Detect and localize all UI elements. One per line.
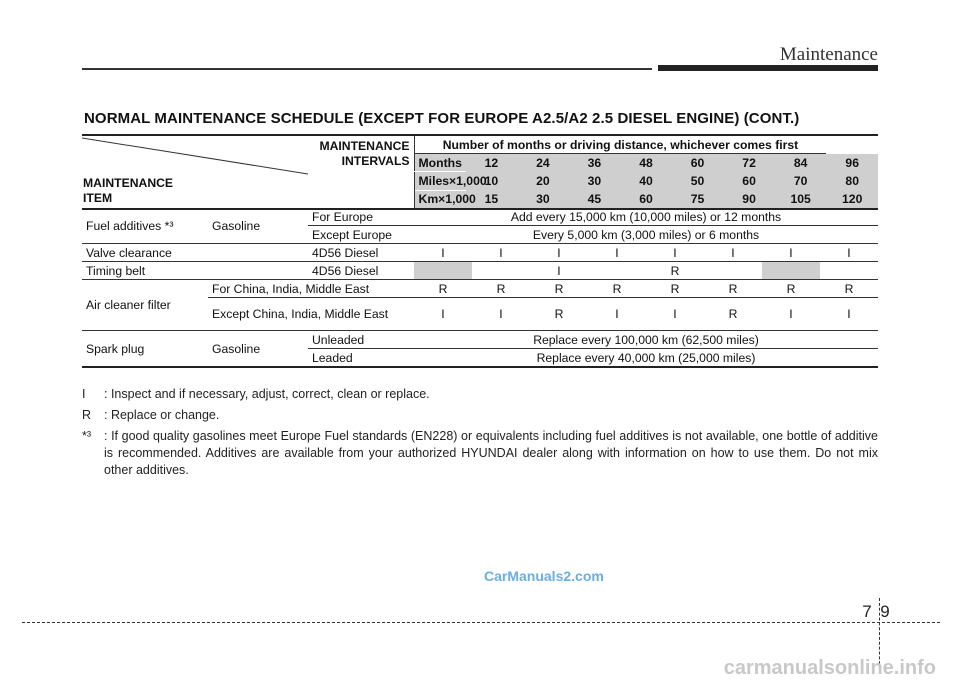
spark-fuel-unleaded: Unleaded xyxy=(308,331,414,349)
legend-text: : Replace or change. xyxy=(104,408,220,422)
header-rule-accent xyxy=(658,65,878,71)
months-cell: 60 xyxy=(690,156,705,171)
legend-key: *³ xyxy=(82,429,92,443)
miles-cell: 60 xyxy=(742,174,756,189)
fuel-row-1 xyxy=(82,208,878,226)
item-label: MAINTENANCE ITEM xyxy=(83,176,174,205)
months-cell: 12 xyxy=(484,156,499,171)
km-cell: 90 xyxy=(742,192,756,207)
spark-leaded-interval: Replace every 40,000 km (25,000 miles) xyxy=(414,349,878,368)
air-cell: R xyxy=(762,280,820,298)
legend-item xyxy=(82,407,878,424)
miles-cell: 20 xyxy=(536,174,550,189)
miles-cell: 70 xyxy=(793,174,808,189)
footer-divider xyxy=(22,622,940,623)
air-item: Air cleaner filter xyxy=(82,280,208,331)
valve-cell: I xyxy=(530,244,588,262)
table-header-row xyxy=(82,135,878,154)
timing-cell xyxy=(414,262,472,280)
valve-row xyxy=(82,244,878,262)
miles-cell: 80 xyxy=(845,174,859,189)
air-cell: R xyxy=(820,280,878,298)
km-cell: 15 xyxy=(484,192,499,207)
timing-engine: 4D56 Diesel xyxy=(308,262,414,280)
valve-engine: 4D56 Diesel xyxy=(308,244,414,262)
table-corner-cell xyxy=(82,135,414,209)
air-cell: R xyxy=(646,280,704,298)
miles-cell: 10 xyxy=(484,174,499,189)
valve-cell: I xyxy=(762,244,820,262)
valve-cell: I xyxy=(646,244,704,262)
miles-cell: 50 xyxy=(690,174,705,189)
timing-cell xyxy=(820,262,878,280)
header-rule xyxy=(82,68,652,70)
valve-cell: I xyxy=(820,244,878,262)
air-cell: I xyxy=(414,298,472,331)
air-cell: I xyxy=(820,298,878,331)
months-label: Months xyxy=(414,154,466,172)
timing-cell xyxy=(762,262,820,280)
air-cell: R xyxy=(472,280,530,298)
months-cell: 96 xyxy=(845,155,859,170)
air-cell: R xyxy=(530,298,588,331)
timing-row xyxy=(82,262,878,280)
air-cell: I xyxy=(762,298,820,331)
bottom-watermark: carmanualsonline.info xyxy=(723,657,936,679)
valve-item: Valve clearance xyxy=(82,244,308,262)
air-cell: R xyxy=(704,298,762,331)
km-cell: 30 xyxy=(536,192,550,207)
air-cell: I xyxy=(472,298,530,331)
legend-text: : Inspect and if necessary, adjust, correct, clean or replace. xyxy=(104,387,430,401)
months-cell: 84 xyxy=(793,156,808,171)
air-cell: R xyxy=(530,280,588,298)
months-cell: 36 xyxy=(587,156,602,171)
miles-cell: 30 xyxy=(587,174,602,189)
fuel-region-europe: For Europe xyxy=(308,208,414,226)
timing-cell: I xyxy=(530,262,588,280)
spark-row-1 xyxy=(82,331,878,349)
valve-cell: I xyxy=(472,244,530,262)
spark-fuel-leaded: Leaded xyxy=(308,349,414,368)
timing-cell xyxy=(472,262,530,280)
header-title: Maintenance xyxy=(779,44,878,65)
air-cell: I xyxy=(588,298,646,331)
chapter-number: 7 xyxy=(862,602,872,621)
miles-cell: 40 xyxy=(639,174,653,189)
air-cell: R xyxy=(588,280,646,298)
legend-key: I xyxy=(82,387,86,401)
spark-unleaded-interval: Replace every 100,000 km (62,500 miles) xyxy=(414,331,878,349)
valve-cell: I xyxy=(704,244,762,262)
fuel-type: Gasoline xyxy=(208,208,308,244)
km-cell: 120 xyxy=(842,192,863,207)
months-cell: 72 xyxy=(742,156,756,171)
km-cell: 45 xyxy=(587,192,602,207)
air-cell: I xyxy=(646,298,704,331)
spark-item: Spark plug xyxy=(82,331,208,368)
fuel-item: Fuel additives *³ xyxy=(82,208,208,244)
legend-item xyxy=(82,428,878,479)
maintenance-items-table xyxy=(82,208,878,368)
km-cell: 60 xyxy=(639,192,653,207)
section-title: NORMAL MAINTENANCE SCHEDULE (EXCEPT FOR EUROPE A2.5/A2 2.5 DIESEL ENGINE) (CONT.) xyxy=(84,110,800,127)
months-cell: 48 xyxy=(639,156,653,171)
interval-header: Number of months or driving distance, whichever comes first xyxy=(414,135,826,154)
legend xyxy=(82,386,878,479)
page-index: 9 xyxy=(880,602,890,621)
maintenance-schedule-table xyxy=(82,134,878,210)
km-cell: 105 xyxy=(790,192,811,207)
air-row-1 xyxy=(82,280,878,298)
km-cell: 75 xyxy=(690,192,705,207)
timing-cell: R xyxy=(646,262,704,280)
air-cell: R xyxy=(704,280,762,298)
timing-cell xyxy=(588,262,646,280)
air-region-1: For China, India, Middle East xyxy=(208,280,414,298)
timing-cell xyxy=(704,262,762,280)
legend-key: R xyxy=(82,408,92,422)
spark-type: Gasoline xyxy=(208,331,308,368)
timing-item: Timing belt xyxy=(82,262,308,280)
legend-text: : If good quality gasolines meet Europe Fuel standards (EN228) or equivalents including fuel additives is not available, one bottle of additive is recommended. Additives are available from your authorized HYUNDAI dealer along with information on how to use them. Do not mix other additives. xyxy=(104,429,878,477)
valve-cell: I xyxy=(414,244,472,262)
fuel-europe-interval: Add every 15,000 km (10,000 miles) or 12 months xyxy=(414,208,878,226)
fuel-region-other: Except Europe xyxy=(308,226,414,244)
months-cell: 24 xyxy=(536,156,550,171)
air-cell: R xyxy=(414,280,472,298)
fuel-other-interval: Every 5,000 km (3,000 miles) or 6 months xyxy=(414,226,878,244)
watermark-link[interactable]: CarManuals2.com xyxy=(484,568,604,584)
miles-label: Miles×1,000 xyxy=(414,172,466,190)
intervals-label: MAINTENANCE INTERVALS xyxy=(319,139,410,168)
km-label: Km×1,000 xyxy=(414,190,466,209)
valve-cell: I xyxy=(588,244,646,262)
air-region-2: Except China, India, Middle East xyxy=(208,298,414,331)
page-number xyxy=(858,602,894,622)
legend-item xyxy=(82,386,878,403)
